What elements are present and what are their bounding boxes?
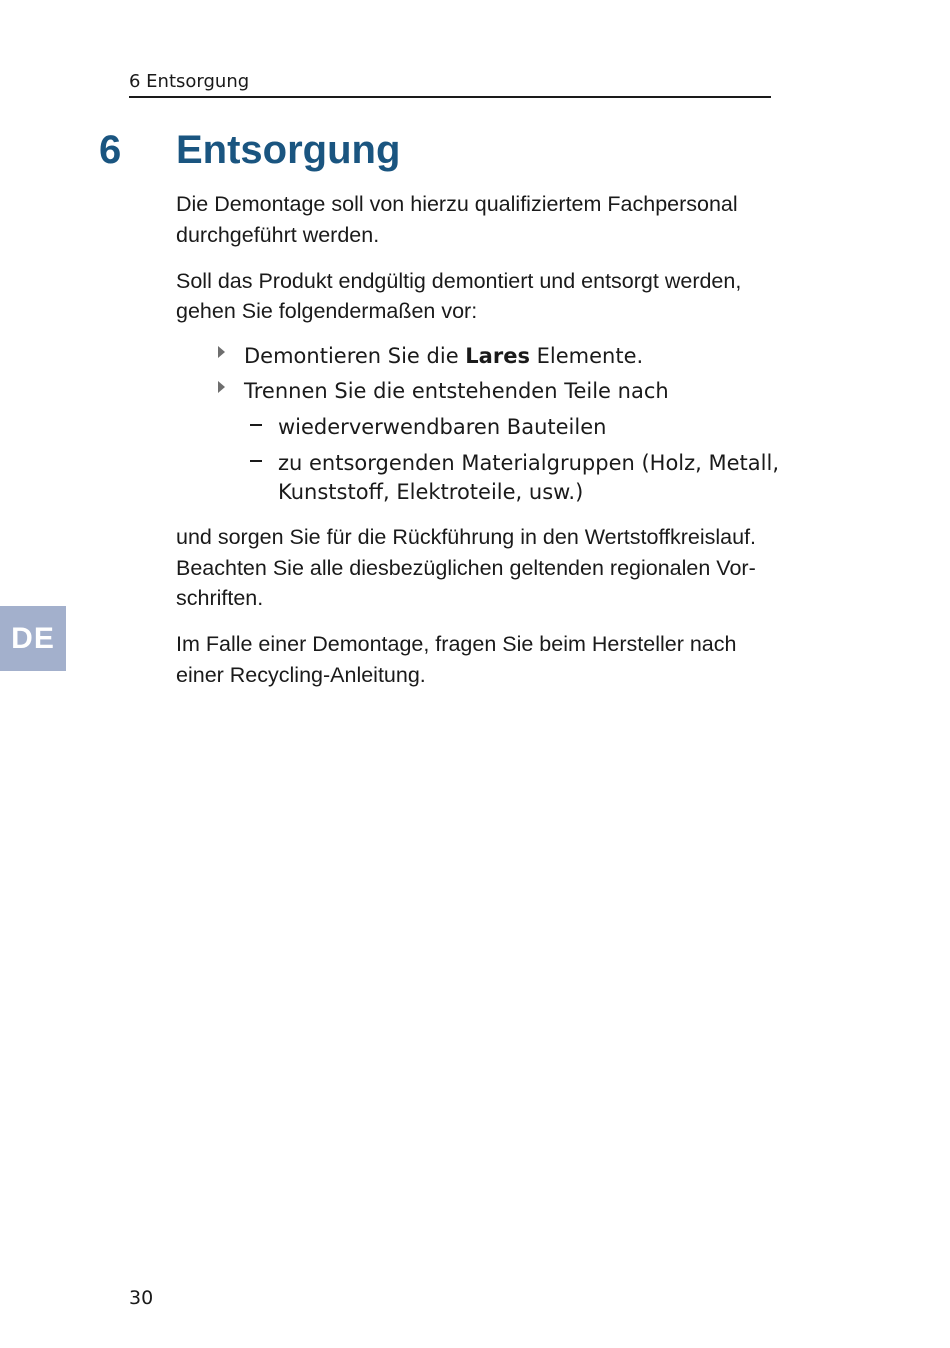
language-tab: DE — [0, 606, 66, 671]
recycle-paragraph-line: schriften. — [176, 586, 264, 610]
substep-item-continuation: Kunststoff, Elektroteile, usw.) — [278, 480, 584, 504]
bullet-arrow-icon — [218, 346, 225, 358]
manufacturer-paragraph-line: einer Recycling-Anleitung. — [176, 663, 426, 687]
product-name: Lares — [465, 344, 530, 368]
chapter-number: 6 — [99, 128, 122, 172]
bullet-arrow-icon — [218, 381, 225, 393]
procedure-paragraph-line: gehen Sie folgendermaßen vor: — [176, 299, 478, 323]
step-text: Demontieren Sie die — [244, 344, 466, 368]
step-text: Elemente. — [529, 344, 644, 368]
substep-item: wiederverwendbaren Bauteilen — [278, 415, 607, 439]
intro-paragraph-line: durchgeführt werden. — [176, 223, 380, 247]
manufacturer-paragraph-line: Im Falle einer Demontage, fragen Sie beim Hersteller nach — [176, 632, 737, 656]
recycle-paragraph-line: Beachten Sie alle diesbezüglichen geltenden regionalen Vor- — [176, 556, 756, 580]
step-item — [244, 341, 643, 371]
page-number: 30 — [129, 1287, 154, 1309]
recycle-paragraph-line: und sorgen Sie für die Rückführung in den Wertstoffkreislauf. — [176, 525, 757, 549]
dash-bullet-icon — [250, 460, 262, 462]
chapter-title: Entsorgung — [176, 128, 401, 172]
procedure-paragraph-line: Soll das Produkt endgültig demontiert und entsorgt werden, — [176, 269, 742, 293]
running-header: 6 Entsorgung — [129, 70, 771, 98]
substep-item: zu entsorgenden Materialgruppen (Holz, Metall, — [278, 451, 779, 475]
step-item: Trennen Sie die entstehenden Teile nach — [244, 379, 669, 403]
intro-paragraph-line: Die Demontage soll von hierzu qualifiziertem Fachpersonal — [176, 192, 738, 216]
dash-bullet-icon — [250, 424, 262, 426]
